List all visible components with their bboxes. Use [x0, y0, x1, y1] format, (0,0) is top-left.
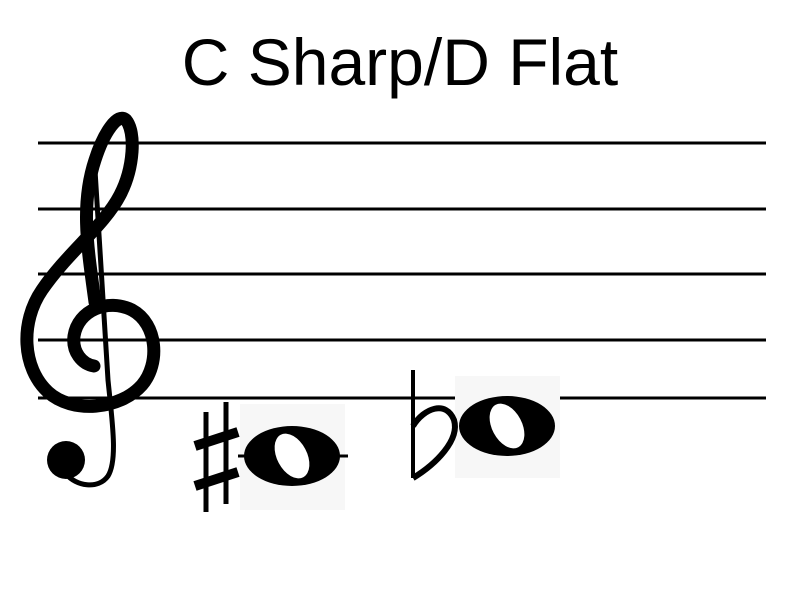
flat-icon [413, 370, 455, 478]
whole-note-d [459, 396, 555, 456]
sharp-icon [195, 402, 238, 512]
note-c-sharp [195, 402, 348, 512]
treble-clef-icon [27, 118, 154, 485]
note-d-flat [413, 370, 560, 478]
page-title: C Sharp/D Flat [181, 25, 619, 99]
